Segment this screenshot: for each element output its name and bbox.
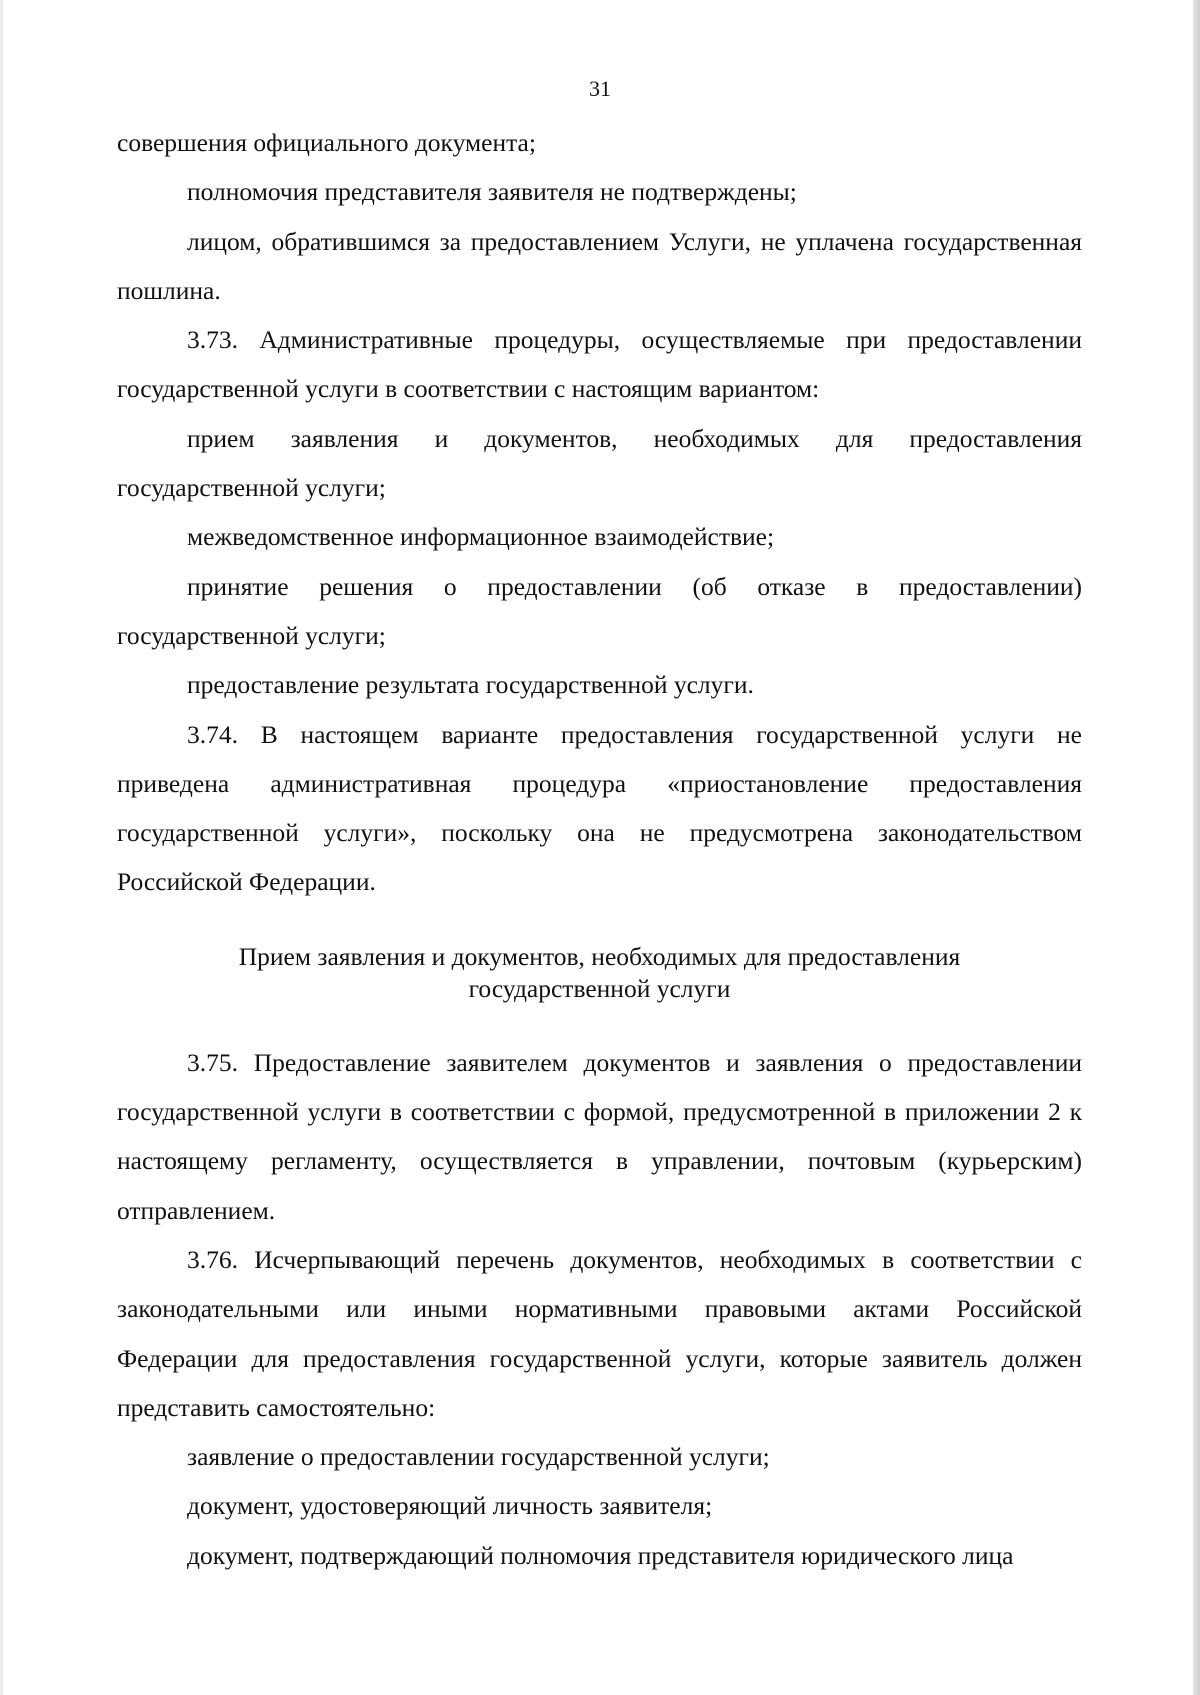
paragraph: заявление о предоставлении государственной услуги; xyxy=(187,1442,770,1472)
paragraph: документ, подтверждающий полномочия представителя юридического лица xyxy=(187,1540,1014,1570)
paragraph: документ, удостоверяющий личность заявителя; xyxy=(187,1491,713,1521)
section-heading-line: государственной услуги xyxy=(468,973,731,1003)
paragraph: 3.74. В настоящем варианте предоставления государственной услуги не приведена административная процедура «приостановление предоставления государственной услуги», поскольку она не предусмотрена законодательством Российской Федерации. xyxy=(117,719,1082,897)
paragraph: предоставление результата государственной услуги. xyxy=(187,670,754,700)
page-number: 31 xyxy=(589,76,611,101)
paragraph: межведомственное информационное взаимодействие; xyxy=(187,522,775,552)
paragraph: лицом, обратившимся за предоставлением Услуги, не уплачена государственная пошлина. xyxy=(117,226,1082,305)
paragraph: 3.73. Административные процедуры, осуществляемые при предоставлении государственной услуги в соответствии с настоящим вариантом: xyxy=(117,325,1082,404)
section-heading xyxy=(117,907,1082,1038)
paragraph: 3.76. Исчерпывающий перечень документов, необходимых в соответствии с законодательными или иными нормативными правовыми актами Российской Федерации для предоставления государственной услуги, которые заявитель должен представить самостоятельно: xyxy=(117,1244,1082,1422)
section-heading-line: Прием заявления и документов, необходимых для предоставления xyxy=(238,941,961,971)
paragraph: принятие решения о предоставлении (об отказе в предоставлении) государственной услуги; xyxy=(117,571,1082,650)
paragraph: полномочия представителя заявителя не подтверждены; xyxy=(187,177,797,207)
paragraph: прием заявления и документов, необходимых для предоставления государственной услуги; xyxy=(117,423,1082,503)
page-left-edge xyxy=(0,0,3,1695)
document-body xyxy=(117,118,1082,1580)
paragraph: совершения официального документа; xyxy=(117,128,536,157)
page-right-edge xyxy=(1193,0,1200,1695)
paragraph: 3.75. Предоставление заявителем документов и заявления о предоставлении государственной услуги в соответствии с формой, предусмотренной в приложении 2 к настоящему регламенту, осуществляется в управлении, почтовым (курьерским) отправлением. xyxy=(117,1047,1082,1225)
